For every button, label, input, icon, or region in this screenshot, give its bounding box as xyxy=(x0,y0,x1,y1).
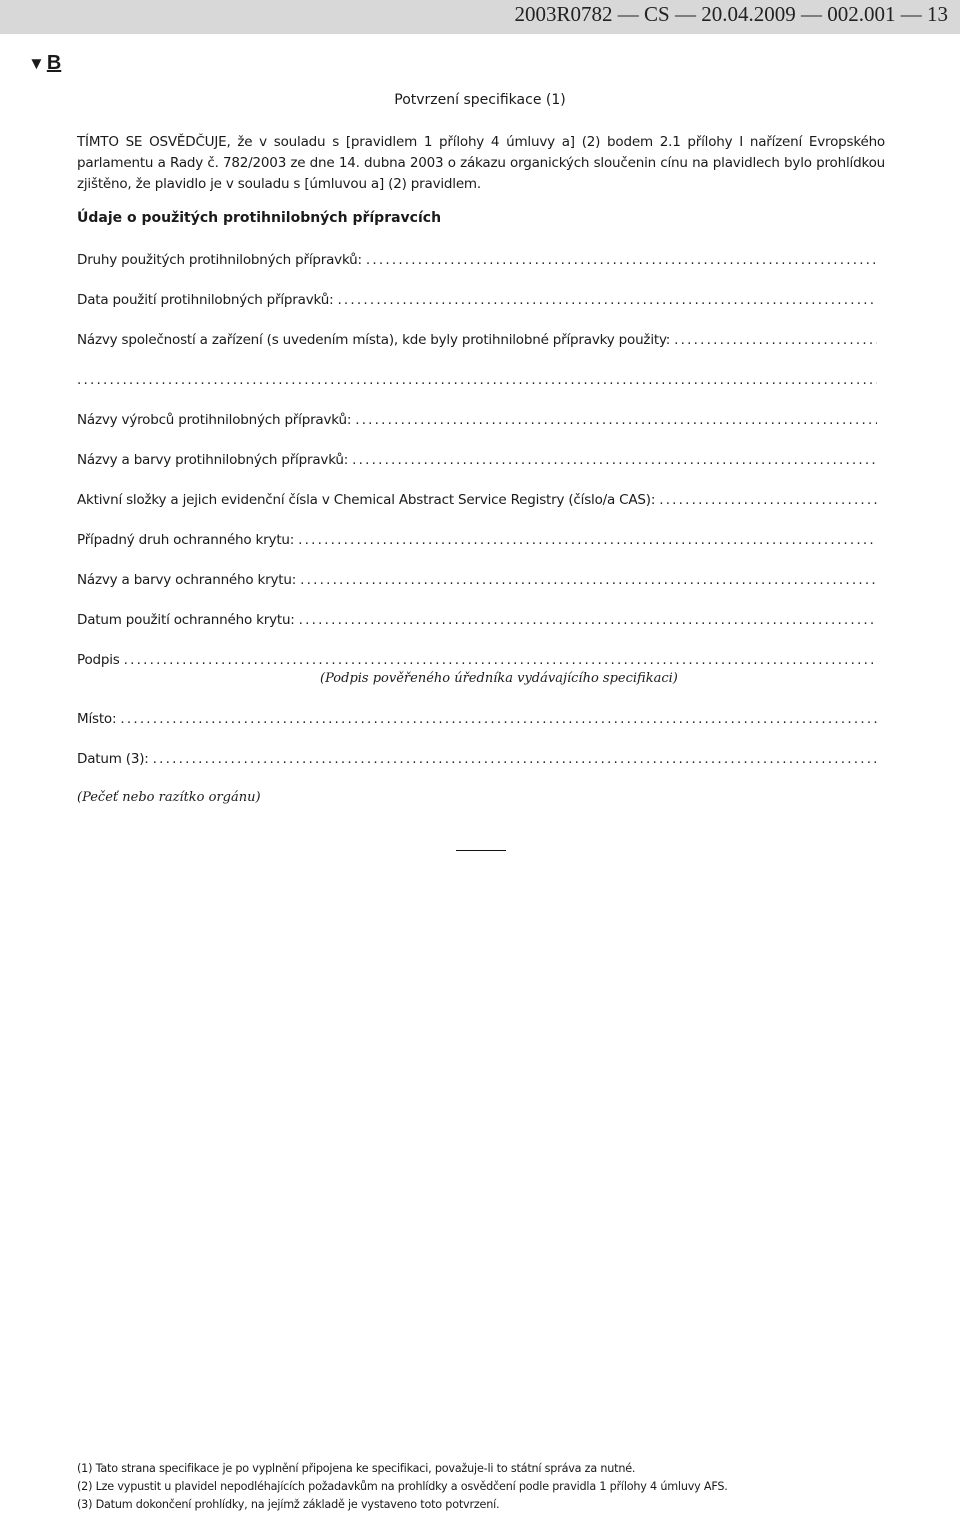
field-date xyxy=(77,751,877,767)
marker-letter: B xyxy=(46,52,62,74)
field-signature xyxy=(77,652,877,668)
footnote-number: (3) xyxy=(77,1498,93,1511)
footnote-text: Datum dokončení prohlídky, na jejímž základě je vystaveno toto potvrzení. xyxy=(92,1498,500,1511)
footnote-3 xyxy=(77,1496,897,1514)
date-label-text: Datum xyxy=(77,751,122,767)
fill-in-line[interactable] xyxy=(355,412,877,428)
date-colon: : xyxy=(144,751,149,767)
footnotes xyxy=(77,1460,897,1514)
intro-footnote-ref-2: (2) xyxy=(388,176,407,192)
footnote-text: Lze vypustit u plavidel nepodléhajících požadavkům na prohlídky a osvědčení podle pravidla 1 přílohy 4 úmluvy AFS. xyxy=(92,1480,728,1493)
fill-in-line[interactable] xyxy=(659,492,877,508)
field-antifouling-types xyxy=(77,252,877,268)
fill-in-line[interactable] xyxy=(299,612,877,628)
footnote-text: Tato strana specifikace je po vyplnění připojena ke specifikaci, považuje-li to státní správa za nutné. xyxy=(92,1462,636,1475)
field-label xyxy=(77,751,149,767)
footnote-1 xyxy=(77,1460,897,1478)
intro-paragraph xyxy=(77,132,885,195)
field-label: Aktivní složky a jejich evidenční čísla v Chemical Abstract Service Registry (číslo/a CAS): xyxy=(77,492,656,508)
field-label: Druhy použitých protihnilobných přípravků: xyxy=(77,252,362,268)
fill-in-line[interactable] xyxy=(124,652,877,668)
field-active-ingredients xyxy=(77,492,877,508)
page-title xyxy=(0,92,960,108)
field-companies-continuation xyxy=(77,372,877,388)
fill-in-line[interactable] xyxy=(337,292,877,308)
separator-rule xyxy=(456,850,506,851)
field-label: Názvy výrobců protihnilobných přípravků: xyxy=(77,412,352,428)
page-header xyxy=(0,0,960,34)
fill-in-line[interactable] xyxy=(674,332,877,348)
fill-in-line[interactable] xyxy=(298,532,877,548)
fill-in-line[interactable] xyxy=(153,751,877,767)
title-footnote-ref: (1) xyxy=(545,92,566,108)
field-application-dates xyxy=(77,292,877,308)
triangle-down-icon: ▼ xyxy=(28,54,45,73)
field-label: Podpis xyxy=(77,652,120,668)
field-label: Případný druh ochranného krytu: xyxy=(77,532,295,548)
field-label: Názvy a barvy protihnilobných přípravků: xyxy=(77,452,349,468)
field-manufacturers xyxy=(77,412,877,428)
field-names-colors xyxy=(77,452,877,468)
footnote-number: (1) xyxy=(77,1462,93,1475)
field-label: Místo: xyxy=(77,711,117,727)
fill-in-line[interactable] xyxy=(120,711,877,727)
footnote-2 xyxy=(77,1478,897,1496)
field-label: Datum použití ochranného krytu: xyxy=(77,612,295,628)
section-heading: Údaje o použitých protihnilobných přípravcích xyxy=(77,210,442,226)
date-footnote-ref: (3) xyxy=(125,751,145,767)
field-label: Data použití protihnilobných přípravků: xyxy=(77,292,334,308)
seal-caption: (Pečeť nebo razítko orgánu) xyxy=(77,790,261,805)
document-reference: 2003R0782 — CS — 20.04.2009 — 002.001 — 13 xyxy=(514,2,948,26)
intro-part-2: bodem 2.1 přílohy I nařízení Evropského parlamentu a Rady č. 782/2003 ze dne 14. dubna 2003 o zákazu organických sloučenin cínu na plavidlech bylo prohlídkou zjištěno, že plavidlo je v souladu s [úmluvou a] xyxy=(77,134,885,192)
intro-part-3: pravidlem. xyxy=(406,176,481,192)
fill-in-line[interactable] xyxy=(300,572,877,588)
intro-footnote-ref-1: (2) xyxy=(581,134,601,150)
field-place xyxy=(77,711,877,727)
title-text: Potvrzení specifikace xyxy=(394,92,542,108)
fill-in-line[interactable] xyxy=(366,252,877,268)
signature-caption: (Podpis pověřeného úředníka vydávajícího specifikaci) xyxy=(320,671,678,686)
field-label: Názvy společností a zařízení (s uvedením místa), kde byly protihnilobné přípravky použity: xyxy=(77,332,671,348)
intro-part-1: TÍMTO SE OSVĚDČUJE, že v souladu s [pravidlem 1 přílohy 4 úmluvy a] xyxy=(77,134,582,150)
fill-in-line[interactable] xyxy=(352,452,877,468)
field-label: Názvy a barvy ochranného krytu: xyxy=(77,572,297,588)
footnote-number: (2) xyxy=(77,1480,93,1493)
field-sealer-date xyxy=(77,612,877,628)
field-sealer-names-colors xyxy=(77,572,877,588)
fill-in-line[interactable] xyxy=(77,372,877,388)
field-companies-facilities xyxy=(77,332,877,348)
amendment-marker xyxy=(28,52,61,75)
field-sealer-type xyxy=(77,532,877,548)
